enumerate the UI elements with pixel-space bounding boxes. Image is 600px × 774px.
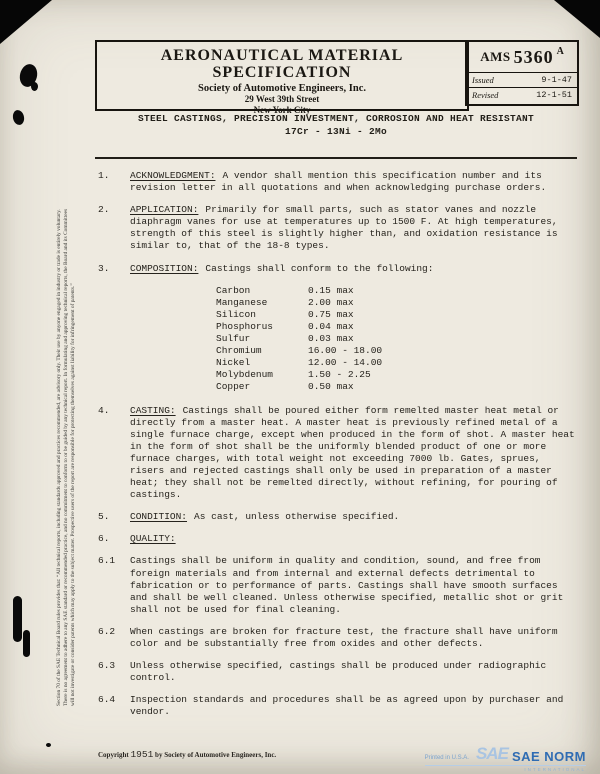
margin-disclaimer-line: There is no agreement to adhere to any SAE standard or recommended practice, and no commitment to conform to or be guided by any technical report. In formulating and approving technical reports, the Board and its Committees <box>62 208 69 706</box>
margin-disclaimer-line: Section 70 of the SAE Technical Board rules provides that: “All technical reports, including standards approved and practices recommended, are advisory only. Their use by anyone engaged in industry or trade is entirely voluntary. <box>56 209 62 706</box>
section-heading: CONDITION: <box>130 511 188 523</box>
copyright-year: 1951 <box>130 749 154 760</box>
element-name: Chromium <box>216 345 262 357</box>
spec-number: 5360 <box>513 46 554 67</box>
scan-corner-mark <box>554 0 600 38</box>
element-name: Manganese <box>216 296 268 308</box>
printed-in-note: Printed in U.S.A. <box>424 755 469 761</box>
spec-series: AMS <box>480 49 511 64</box>
document-body <box>98 170 576 728</box>
section-number: 1. <box>98 170 110 181</box>
section-content <box>130 511 576 523</box>
composition-row <box>216 357 576 369</box>
section-quality <box>98 533 576 545</box>
subsection-text: Inspection standards and procedures shall be as agreed upon by purchaser and vendor. <box>130 694 564 718</box>
element-limit: 0.15 max <box>308 284 354 296</box>
element-name: Molybdenum <box>216 369 274 381</box>
element-name: Silicon <box>216 308 256 320</box>
subsection-number: 6.3 <box>98 660 116 672</box>
copyright-label: Copyright <box>98 751 129 759</box>
section-content <box>130 533 576 545</box>
sae-norm-stamp <box>425 744 586 772</box>
section-composition <box>98 263 576 275</box>
sae-norm-subtext: INTERNATIONAL <box>524 767 586 772</box>
section-acknowledgment <box>98 170 576 194</box>
section-heading: CASTING: <box>130 404 176 416</box>
element-limit: 2.00 max <box>308 296 354 308</box>
composition-row <box>216 333 576 345</box>
scan-corner-mark <box>0 0 52 44</box>
section-text: Castings shall conform to the following: <box>205 262 434 274</box>
address-line: 29 West 39th Street <box>244 94 320 104</box>
composition-row <box>216 369 576 381</box>
section-number: 2. <box>98 204 110 216</box>
element-name: Copper <box>216 381 251 393</box>
document-title-line2: 17Cr - 13Ni - 2Mo <box>284 126 387 137</box>
subsection-6-1 <box>98 555 576 615</box>
spec-revision: A <box>556 46 564 57</box>
issued-date: 9-1-47 <box>541 75 572 85</box>
margin-disclaimer <box>56 92 76 706</box>
section-condition <box>98 511 576 523</box>
sae-logo-glyph: SAE <box>475 744 508 763</box>
element-limit: 12.00 - 14.00 <box>308 357 383 369</box>
element-name: Sulfur <box>216 333 251 345</box>
spec-id <box>467 42 577 72</box>
element-limit: 0.75 max <box>308 308 354 320</box>
subsection-text: Castings shall be uniform in quality and condition, sound, and free from foreign materials and from internal and external defects detrimental to fabrication or to performance of parts. Castings shall have smooth surfaces and shall be well cleaned. Unless otherwise specified, metallic shot or grit shall not be used for final cleaning. <box>130 555 564 615</box>
subsection-text: When castings are broken for fracture test, the fracture shall have uniform color and be substantially free from oxides and other defects. <box>130 625 558 649</box>
element-limit: 16.00 - 18.00 <box>308 345 383 357</box>
composition-row <box>216 345 576 357</box>
section-heading: COMPOSITION: <box>130 262 199 274</box>
element-limit: 0.50 max <box>308 381 354 393</box>
section-content <box>130 405 576 502</box>
section-number: 3. <box>98 262 110 274</box>
document-title <box>95 112 577 138</box>
section-content <box>130 170 576 194</box>
ink-blob <box>46 743 51 747</box>
copyright-line <box>98 749 276 760</box>
subsection-6-3 <box>98 660 576 684</box>
document-title-line1: STEEL CASTINGS, PRECISION INVESTMENT, CORROSION AND HEAT RESISTANT <box>137 113 535 124</box>
composition-row <box>216 381 576 393</box>
ink-blob <box>13 596 22 642</box>
spec-number-box <box>465 40 579 106</box>
section-number: 6. <box>98 533 110 545</box>
ink-blob <box>31 82 38 91</box>
element-name: Carbon <box>216 284 251 296</box>
section-content <box>130 204 576 252</box>
element-limit: 0.03 max <box>308 333 354 345</box>
subsection-6-2 <box>98 626 576 650</box>
revised-label: Revised <box>472 90 499 100</box>
ink-blob <box>23 630 30 657</box>
section-text: As cast, unless otherwise specified. <box>194 511 400 523</box>
subsection-number: 6.4 <box>98 694 116 706</box>
address-line: New York City <box>253 104 311 115</box>
composition-row <box>216 285 576 297</box>
issued-label: Issued <box>472 75 494 85</box>
subsection-number: 6.1 <box>98 555 116 567</box>
section-casting <box>98 405 576 502</box>
element-limit: 1.50 - 2.25 <box>308 369 371 381</box>
section-number: 4. <box>98 404 110 416</box>
issued-row <box>467 72 577 87</box>
composition-row <box>216 321 576 333</box>
copyright-owner: by Society of Automotive Engineers, Inc. <box>155 751 277 759</box>
spec-title: AERONAUTICAL MATERIAL SPECIFICATION <box>160 47 404 81</box>
section-heading: QUALITY: <box>130 533 176 545</box>
ink-blob <box>12 109 26 126</box>
revised-row <box>467 87 577 102</box>
composition-row <box>216 297 576 309</box>
element-limit: 0.04 max <box>308 320 354 332</box>
subsection-text: Unless otherwise specified, castings shall be produced under radiographic control. <box>130 660 547 684</box>
element-name: Nickel <box>216 357 251 369</box>
element-name: Phosphorus <box>216 320 274 332</box>
section-text: Castings shall be poured either form remelted master heat metal or directly from a master heat. A master heat is previously refined metal of a single furnace charge, except when produced in the form of shot. A master heat in the form of shot shall be the uniformly blended product of one or more furnace charges, with total weight not exceeding 7000 lb. Gates, sprues, risers and rejected castings shall only be used in preparation of a master heat; they shall not be remelted directly, without refining, for pouring of castings. <box>130 404 575 501</box>
revised-date: 12-1-51 <box>536 90 572 100</box>
composition-table <box>216 285 576 394</box>
section-content <box>130 263 576 275</box>
organization-name: Society of Automotive Engineers, Inc. <box>198 83 366 94</box>
section-text: A vendor shall mention this specification number and its revision letter in all quotations and when acknowledging purchase orders. <box>130 170 547 194</box>
subsection-6-4 <box>98 694 576 718</box>
margin-disclaimer-line: will not investigate or consider patents which may apply to the subject matter. Prospective users of the report are responsible for protecting themselves against liability for infringement of patents.” <box>69 283 76 706</box>
header-box <box>95 40 469 115</box>
section-application <box>98 204 576 252</box>
section-number: 5. <box>98 511 110 523</box>
section-heading: ACKNOWLEDGMENT: <box>130 170 216 181</box>
sae-norm-wordmark: SAE NORM <box>511 749 586 764</box>
section-heading: APPLICATION: <box>130 204 199 216</box>
composition-row <box>216 309 576 321</box>
sae-norm-logo <box>425 744 586 766</box>
subsection-number: 6.2 <box>98 625 116 637</box>
section-text: Primarily for small parts, such as stator vanes and nozzle diaphragm vanes for use at temperatures up to 1500 F. At high temperatures, strength of this steel is slightly higher than, and oxidation resistance is similar to, that of the 18-8 types. <box>130 204 558 252</box>
title-divider <box>95 157 577 159</box>
